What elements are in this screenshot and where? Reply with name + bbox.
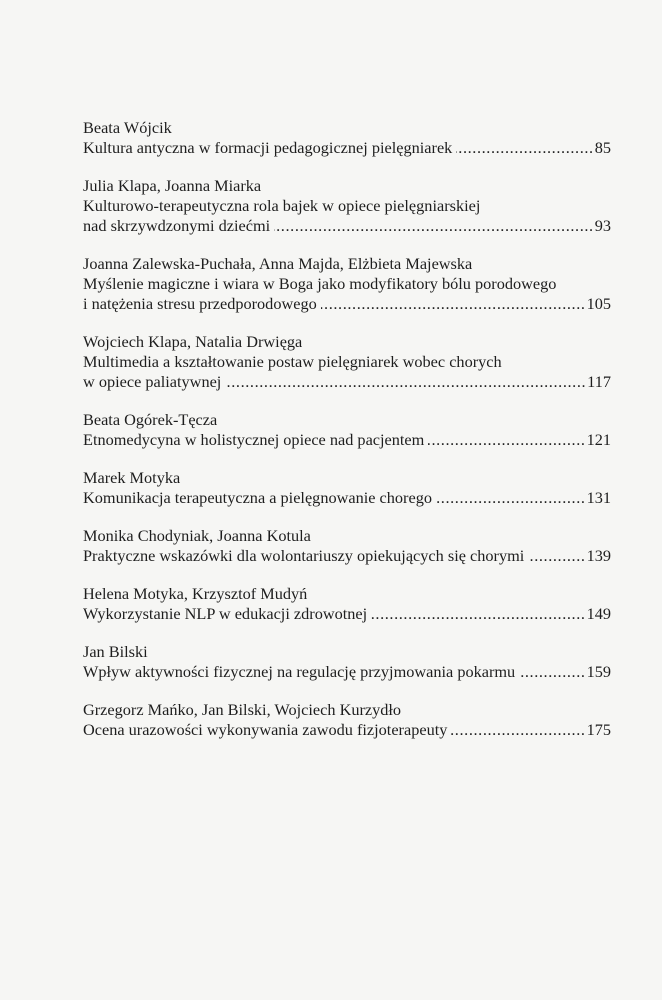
page-number: 117 xyxy=(587,372,611,391)
entry-title: Myślenie magiczne i wiara w Boga jako modyfikatory bólu porodowego xyxy=(83,274,557,293)
entry-authors: Grzegorz Mańko, Jan Bilski, Wojciech Kurzydło xyxy=(83,700,402,719)
dot-leader xyxy=(528,546,585,566)
entry-authors: Wojciech Klapa, Natalia Drwięga xyxy=(83,332,303,351)
toc-entry xyxy=(83,700,611,740)
dot-leader xyxy=(274,216,594,236)
entry-title: Wykorzystanie NLP w edukacji zdrowotnej xyxy=(83,604,368,623)
entry-title-line xyxy=(83,662,611,682)
toc-entry xyxy=(83,332,611,392)
entry-authors: Helena Motyka, Krzysztof Mudyń xyxy=(83,584,308,603)
entry-title-line xyxy=(83,274,611,294)
dot-leader xyxy=(436,488,586,508)
entry-title: w opiece paliatywnej xyxy=(83,372,222,391)
page-number: 105 xyxy=(586,294,611,313)
entry-title: Kulturowo-terapeutyczna rola bajek w opiece pielęgniarskiej xyxy=(83,196,481,215)
page-number: 175 xyxy=(586,720,611,739)
page-number: 85 xyxy=(594,138,611,157)
entry-title-line xyxy=(83,546,611,566)
entry-authors: Marek Motyka xyxy=(83,468,181,487)
entry-title-line xyxy=(83,216,611,236)
toc-entry xyxy=(83,118,611,158)
table-of-contents xyxy=(83,118,611,758)
dot-leader xyxy=(225,372,586,392)
toc-entry xyxy=(83,254,611,314)
dot-leader xyxy=(428,430,585,450)
page-number: 139 xyxy=(586,546,611,565)
toc-entry xyxy=(83,468,611,508)
dot-leader xyxy=(321,294,586,314)
page-number: 131 xyxy=(586,488,611,507)
entry-title-line xyxy=(83,294,611,314)
dot-leader xyxy=(371,604,585,624)
entry-authors: Beata Ogórek-Tęcza xyxy=(83,410,218,429)
entry-title: Praktyczne wskazówki dla wolontariuszy opiekujących się chorymi xyxy=(83,546,525,565)
entry-authors: Beata Wójcik xyxy=(83,118,172,137)
dot-leader xyxy=(451,720,585,740)
toc-entry xyxy=(83,410,611,450)
entry-title-line xyxy=(83,720,611,740)
entry-authors: Joanna Zalewska-Puchała, Anna Majda, Elżbieta Majewska xyxy=(83,254,473,273)
entry-title-line xyxy=(83,430,611,450)
entry-title: Kultura antyczna w formacji pedagogicznej pielęgniarek xyxy=(83,138,453,157)
page-number: 149 xyxy=(586,604,611,623)
entry-authors: Julia Klapa, Joanna Miarka xyxy=(83,176,262,195)
entry-title: Komunikacja terapeutyczna a pielęgnowanie chorego xyxy=(83,488,432,507)
page-number: 93 xyxy=(594,216,611,235)
toc-entry xyxy=(83,642,611,682)
entry-title-line xyxy=(83,352,611,372)
dot-leader xyxy=(456,138,593,158)
entry-title-line xyxy=(83,138,611,158)
entry-title-line xyxy=(83,488,611,508)
entry-title-line xyxy=(83,604,611,624)
entry-title: Wpływ aktywności fizycznej na regulację przyjmowania pokarmu xyxy=(83,662,516,681)
entry-title-line xyxy=(83,372,611,392)
entry-title: Multimedia a kształtowanie postaw pielęgniarek wobec chorych xyxy=(83,352,502,371)
entry-title: Ocena urazowości wykonywania zawodu fizjoterapeuty xyxy=(83,720,448,739)
page-number: 121 xyxy=(586,430,611,449)
entry-authors: Monika Chodyniak, Joanna Kotula xyxy=(83,526,311,545)
toc-entry xyxy=(83,584,611,624)
entry-authors: Jan Bilski xyxy=(83,642,148,661)
entry-title-line xyxy=(83,196,611,216)
entry-title: i natężenia stresu przedporodowego xyxy=(83,294,317,313)
entry-title: nad skrzywdzonymi dziećmi xyxy=(83,216,271,235)
dot-leader xyxy=(519,662,585,682)
page-number: 159 xyxy=(586,662,611,681)
entry-title: Etnomedycyna w holistycznej opiece nad pacjentem xyxy=(83,430,425,449)
toc-entry xyxy=(83,526,611,566)
toc-entry xyxy=(83,176,611,236)
